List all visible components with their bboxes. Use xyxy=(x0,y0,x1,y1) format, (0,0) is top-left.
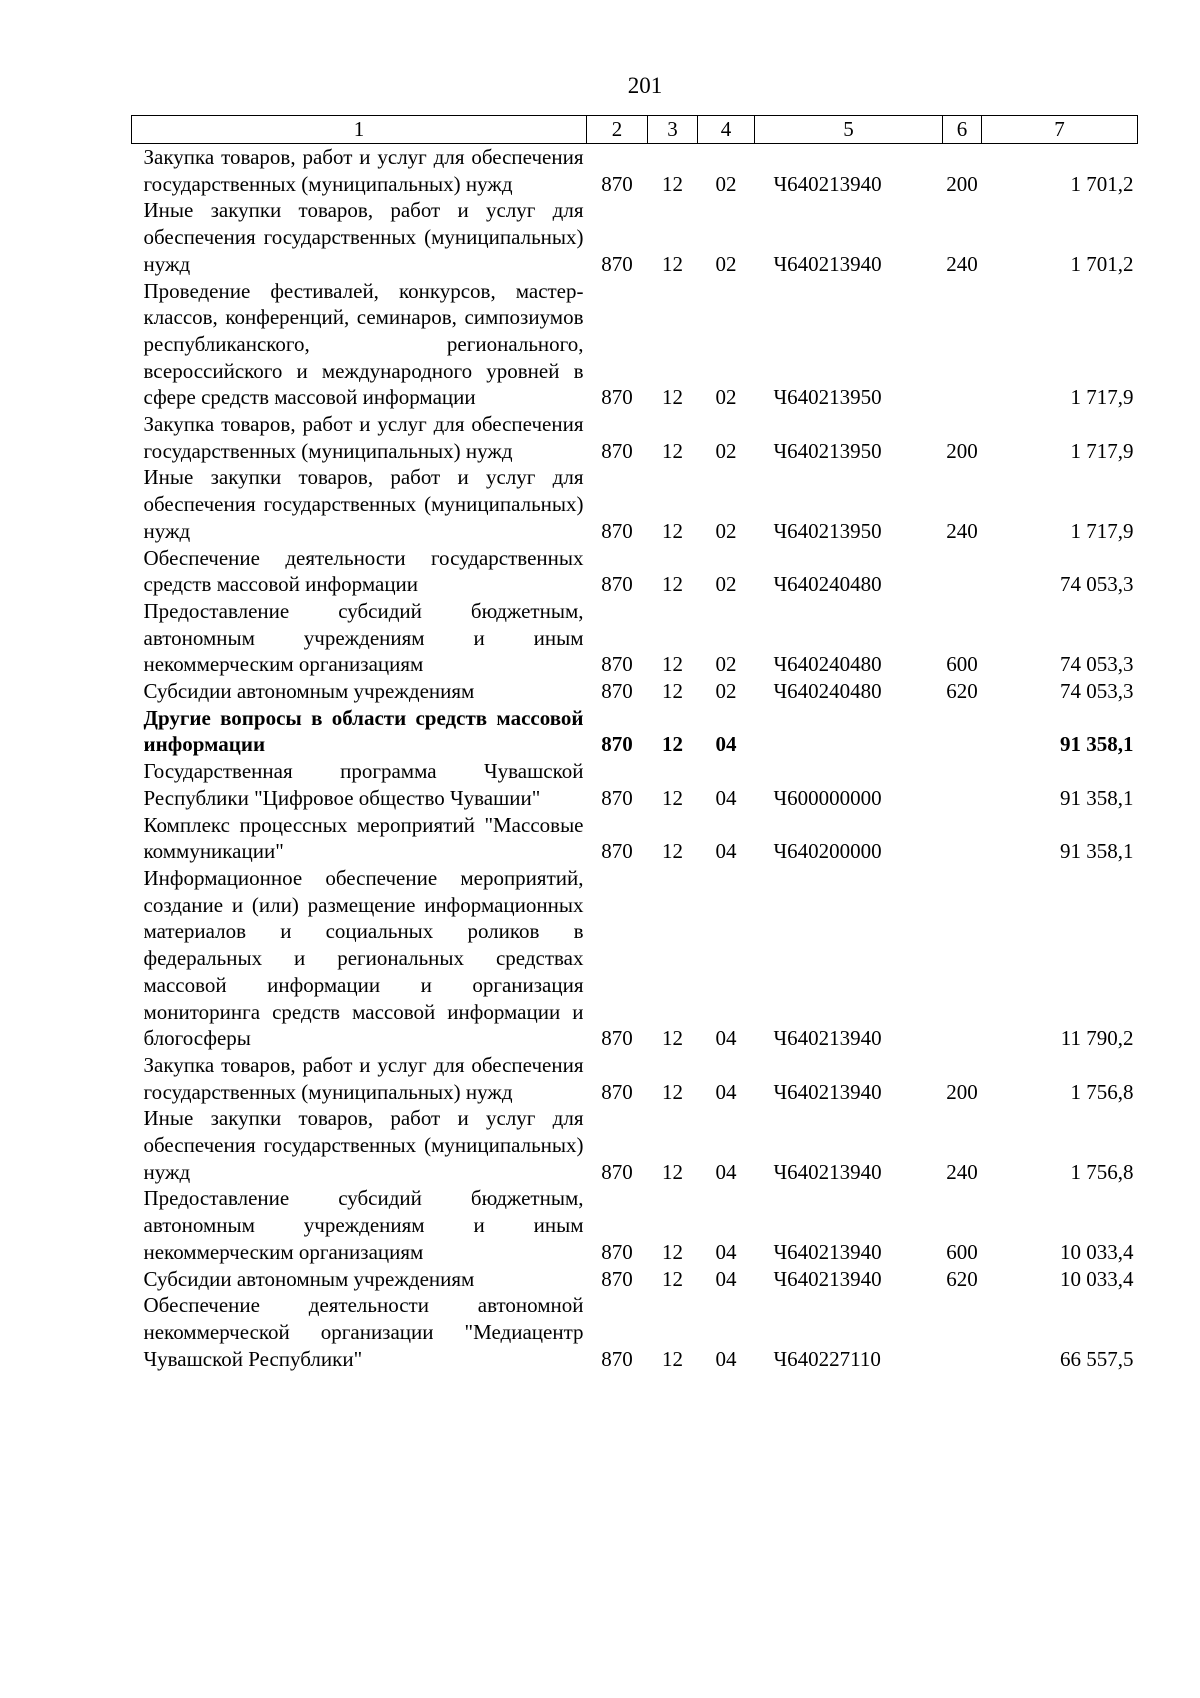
row-col-2: 870 xyxy=(601,652,633,677)
row-name: Предоставление субсидий бюджетным, автономным учреждениям и иным некоммерческим организациям xyxy=(143,1186,584,1264)
row-col-4: 04 xyxy=(715,1159,737,1184)
row-col-4: 02 xyxy=(715,572,737,597)
row-col-3: 12 xyxy=(662,785,683,810)
row-col-5: Ч640240480 xyxy=(773,652,882,677)
table-body xyxy=(132,144,1138,1373)
table-row xyxy=(132,758,1138,811)
row-col-5: Ч640213940 xyxy=(773,251,882,276)
row-col-3: 12 xyxy=(662,171,683,196)
row-name: Субсидии автономным учреждениям xyxy=(143,679,475,704)
row-col-7: 1 717,9 xyxy=(1070,385,1134,410)
row-col-6 xyxy=(943,812,982,865)
row-col-6: 600 xyxy=(946,652,978,677)
row-col-4: 04 xyxy=(715,1266,737,1291)
row-col-6: 200 xyxy=(946,171,978,196)
table-row xyxy=(132,545,1138,598)
row-col-2: 870 xyxy=(601,1026,633,1051)
row-col-4: 04 xyxy=(715,1239,737,1264)
table-row xyxy=(132,1052,1138,1105)
row-col-7: 91 358,1 xyxy=(1060,785,1134,810)
row-col-7: 74 053,3 xyxy=(1060,679,1134,704)
row-col-4: 04 xyxy=(715,839,737,864)
row-col-3: 12 xyxy=(662,1079,683,1104)
row-col-5: Ч640213950 xyxy=(773,518,882,543)
budget-table xyxy=(131,115,1138,1372)
row-col-2: 870 xyxy=(601,1079,633,1104)
page-number: 201 xyxy=(627,73,663,98)
table-row xyxy=(132,1105,1138,1185)
table-row xyxy=(132,144,1138,198)
row-col-2: 870 xyxy=(601,385,633,410)
row-col-5: Ч640213950 xyxy=(773,438,882,463)
row-col-2: 870 xyxy=(601,679,633,704)
row-col-3: 12 xyxy=(662,518,683,543)
row-col-7: 1 756,8 xyxy=(1070,1159,1134,1184)
column-header-2: 2 xyxy=(587,116,648,144)
table-row xyxy=(132,1292,1138,1372)
row-col-2: 870 xyxy=(601,839,633,864)
row-col-7: 74 053,3 xyxy=(1060,572,1134,597)
row-col-4: 04 xyxy=(715,1346,737,1371)
row-col-5 xyxy=(755,705,943,758)
row-col-7: 1 701,2 xyxy=(1070,171,1134,196)
row-col-4: 04 xyxy=(715,1026,737,1051)
row-col-5: Ч640213940 xyxy=(773,1266,882,1291)
row-col-6 xyxy=(943,1292,982,1372)
row-col-2: 870 xyxy=(601,572,633,597)
row-col-2: 870 xyxy=(601,518,633,543)
column-header-1: 1 xyxy=(132,116,587,144)
row-name: Иные закупки товаров, работ и услуг для обеспечения государственных (муниципальных) нужд xyxy=(143,1106,584,1184)
column-header-3: 3 xyxy=(648,116,698,144)
row-col-5: Ч640213940 xyxy=(773,1079,882,1104)
row-col-3: 12 xyxy=(662,1346,683,1371)
row-col-6 xyxy=(943,758,982,811)
row-col-3: 12 xyxy=(662,1266,683,1291)
row-name: Предоставление субсидий бюджетным, автономным учреждениям и иным некоммерческим организациям xyxy=(143,598,584,677)
row-name: Закупка товаров, работ и услуг для обеспечения государственных (муниципальных) нужд xyxy=(143,1052,584,1104)
column-header-6: 6 xyxy=(943,116,982,144)
row-col-2: 870 xyxy=(601,438,633,463)
row-col-3: 12 xyxy=(662,652,683,677)
row-col-3: 12 xyxy=(662,1026,683,1051)
row-col-4: 04 xyxy=(715,732,737,757)
table-row xyxy=(132,598,1138,678)
row-col-3: 12 xyxy=(662,385,683,410)
row-col-5: Ч600000000 xyxy=(773,785,882,810)
column-header-7: 7 xyxy=(982,116,1138,144)
row-col-3: 12 xyxy=(662,1239,683,1264)
column-header-4: 4 xyxy=(698,116,755,144)
row-col-2: 870 xyxy=(601,1346,633,1371)
row-col-5: Ч640200000 xyxy=(773,839,882,864)
row-col-3: 12 xyxy=(662,251,683,276)
row-col-3: 12 xyxy=(662,679,683,704)
row-col-4: 02 xyxy=(715,652,737,677)
row-col-5: Ч640213940 xyxy=(773,1026,882,1051)
row-col-7: 1 717,9 xyxy=(1070,438,1134,463)
row-col-6: 600 xyxy=(946,1239,978,1264)
row-col-6: 240 xyxy=(946,518,978,543)
row-name: Иные закупки товаров, работ и услуг для обеспечения государственных (муниципальных) нужд xyxy=(143,198,584,276)
row-col-4: 02 xyxy=(715,438,737,463)
row-col-5: Ч640240480 xyxy=(773,679,882,704)
row-col-6: 620 xyxy=(946,679,978,704)
row-col-6: 240 xyxy=(946,251,978,276)
row-col-2: 870 xyxy=(601,1266,633,1291)
row-col-2: 870 xyxy=(601,1239,633,1264)
row-col-2: 870 xyxy=(601,732,633,757)
column-header-5: 5 xyxy=(755,116,943,144)
table-row xyxy=(132,464,1138,544)
row-name: Обеспечение деятельности автономной некоммерческой организации "Медиацентр Чувашской Республики" xyxy=(143,1293,584,1371)
row-col-2: 870 xyxy=(601,171,633,196)
row-col-5: Ч640213950 xyxy=(773,385,882,410)
row-name: Обеспечение деятельности государственных средств массовой информации xyxy=(143,545,584,597)
row-col-4: 02 xyxy=(715,385,737,410)
row-name: Комплекс процессных мероприятий "Массовые коммуникации" xyxy=(143,812,584,864)
table-row xyxy=(132,197,1138,277)
row-col-6: 200 xyxy=(946,438,978,463)
row-col-4: 02 xyxy=(715,518,737,543)
header-row xyxy=(132,116,1138,144)
row-name: Информационное обеспечение мероприятий, создание и (или) размещение информационных материалов и социальных роликов в федеральных и региональных средствах массовой информации и организация мониторинга средств массовой информации и блогосферы xyxy=(143,865,584,1051)
row-col-6: 200 xyxy=(946,1079,978,1104)
row-col-7: 11 790,2 xyxy=(1060,1026,1134,1051)
row-col-4: 02 xyxy=(715,171,737,196)
row-col-3: 12 xyxy=(662,438,683,463)
row-name: Другие вопросы в области средств массовой информации xyxy=(143,705,584,757)
row-col-7: 1 717,9 xyxy=(1070,518,1134,543)
row-name: Закупка товаров, работ и услуг для обеспечения государственных (муниципальных) нужд xyxy=(143,145,584,196)
table-row xyxy=(132,411,1138,464)
row-col-3: 12 xyxy=(662,1159,683,1184)
row-col-2: 870 xyxy=(601,785,633,810)
row-name: Субсидии автономным учреждениям xyxy=(143,1266,475,1291)
row-col-3: 12 xyxy=(662,572,683,597)
row-col-4: 02 xyxy=(715,679,737,704)
row-col-6: 240 xyxy=(946,1159,978,1184)
row-col-6: 620 xyxy=(946,1266,978,1291)
row-col-4: 04 xyxy=(715,785,737,810)
table-header xyxy=(132,116,1138,144)
row-col-7: 66 557,5 xyxy=(1060,1346,1134,1371)
row-col-3: 12 xyxy=(662,732,683,757)
row-col-6 xyxy=(943,278,982,412)
row-col-7: 91 358,1 xyxy=(1060,732,1134,757)
table-row xyxy=(132,865,1138,1052)
row-col-5: Ч640213940 xyxy=(773,1239,882,1264)
table-row xyxy=(132,705,1138,758)
row-col-7: 10 033,4 xyxy=(1060,1239,1134,1264)
table-row xyxy=(132,1185,1138,1265)
row-col-6 xyxy=(943,545,982,598)
row-col-5: Ч640213940 xyxy=(773,1159,882,1184)
row-col-4: 04 xyxy=(715,1079,737,1104)
row-col-3: 12 xyxy=(662,839,683,864)
row-col-7: 91 358,1 xyxy=(1060,839,1134,864)
row-name: Проведение фестивалей, конкурсов, мастер-классов, конференций, семинаров, симпозиумов республиканского, регионального, всероссийского и международного уровней в сфере средств массовой информации xyxy=(143,278,584,410)
row-col-4: 02 xyxy=(715,251,737,276)
table-row xyxy=(132,1266,1138,1293)
row-name: Государственная программа Чувашской Республики "Цифровое общество Чувашии" xyxy=(143,759,584,810)
row-col-7: 1 701,2 xyxy=(1070,251,1134,276)
row-col-6 xyxy=(943,705,982,758)
row-col-7: 1 756,8 xyxy=(1070,1079,1134,1104)
row-col-7: 74 053,3 xyxy=(1060,652,1134,677)
table-row xyxy=(132,678,1138,705)
row-col-6 xyxy=(943,865,982,1052)
row-col-5: Ч640227110 xyxy=(773,1346,881,1371)
row-col-5: Ч640213940 xyxy=(773,171,882,196)
row-name: Закупка товаров, работ и услуг для обеспечения государственных (муниципальных) нужд xyxy=(143,412,584,463)
row-col-7: 10 033,4 xyxy=(1060,1266,1134,1291)
row-name: Иные закупки товаров, работ и услуг для обеспечения государственных (муниципальных) нужд xyxy=(143,465,584,543)
row-col-2: 870 xyxy=(601,1159,633,1184)
table-row xyxy=(132,278,1138,412)
table-row xyxy=(132,812,1138,865)
row-col-2: 870 xyxy=(601,251,633,276)
row-col-5: Ч640240480 xyxy=(773,572,882,597)
